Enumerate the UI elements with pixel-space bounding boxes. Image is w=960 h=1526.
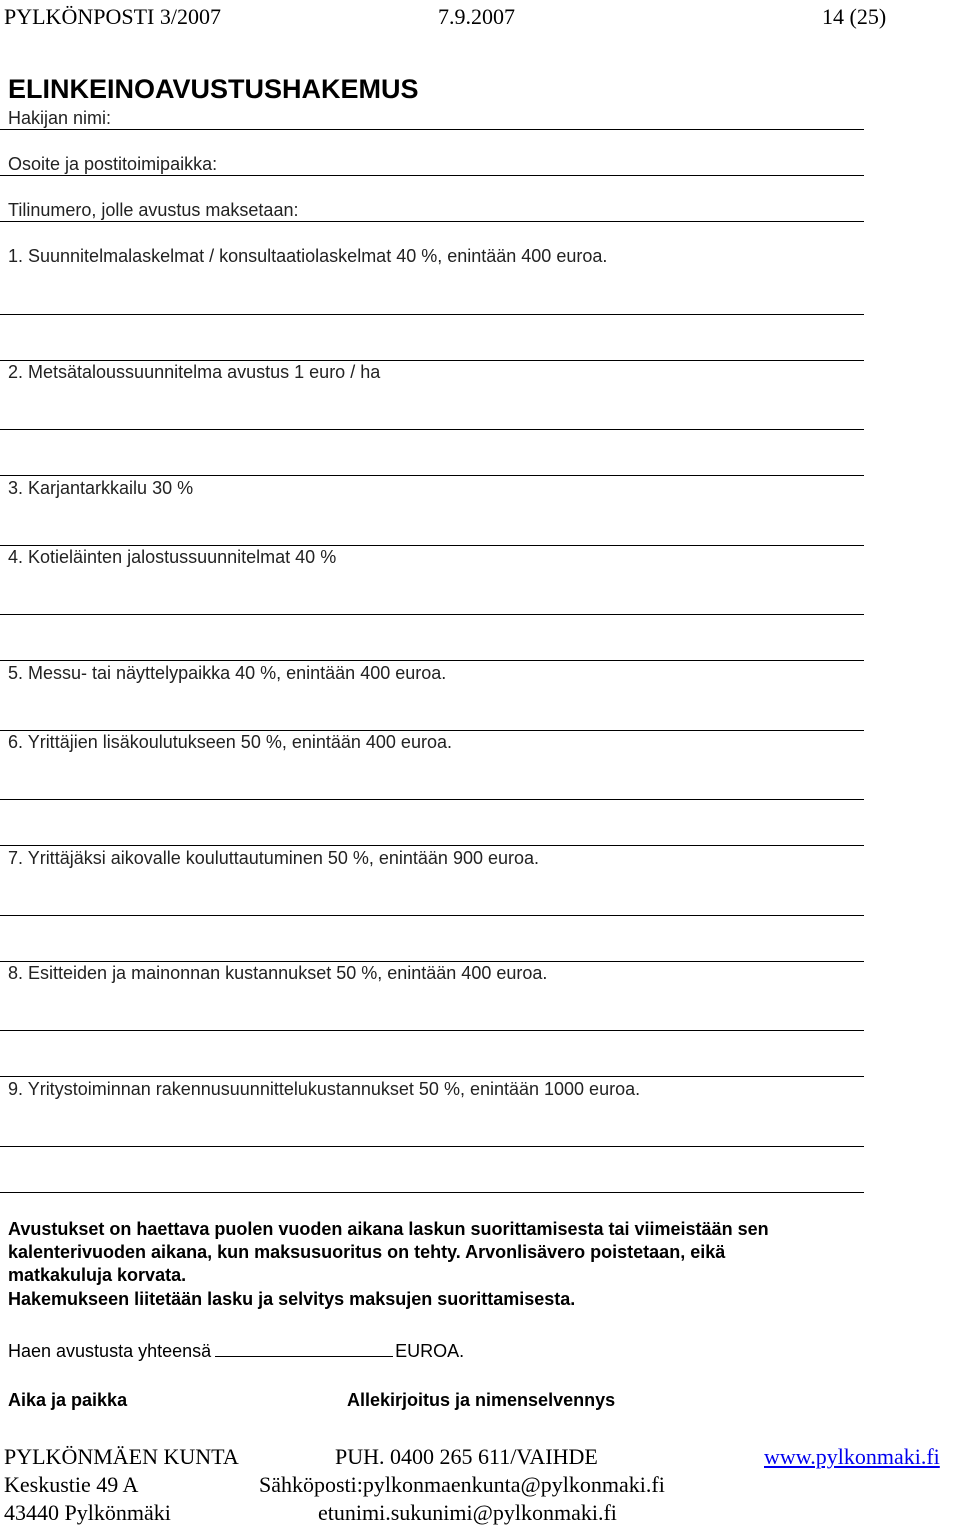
address-label: Osoite ja postitoimipaikka: [8,154,218,174]
item-6-label: 6. Yrittäjien lisäkoulutukseen 50 %, enintään 400 euroa. [8,732,452,752]
account-label: Tilinumero, jolle avustus maksetaan: [8,200,299,220]
footer-website-link[interactable]: www.pylkonmaki.fi [764,1444,940,1469]
item-6-line[interactable] [0,845,864,846]
notice-line: Avustukset on haettava puolen vuoden aikana laskun suorittamisesta tai viimeistään sen [8,1219,769,1239]
item-7-line[interactable] [0,961,864,962]
item-9-line[interactable] [0,1192,864,1193]
item-2-label: 2. Metsätaloussuunnitelma avustus 1 euro / ha [8,362,381,382]
notice-line: Hakemukseen liitetään lasku ja selvitys maksujen suorittamisesta. [8,1289,576,1309]
item-1-line[interactable] [0,360,864,361]
footer-org: PYLKÖNMÄEN KUNTA [4,1444,239,1469]
item-8-line[interactable] [0,1076,864,1077]
total-amount-row [8,1338,464,1362]
footer-postal: 43440 Pylkönmäki [4,1500,171,1525]
item-5-line[interactable] [0,730,864,731]
item-4-line[interactable] [0,614,864,615]
item-7-label: 7. Yrittäjäksi aikovalle kouluttautuminen 50 %, enintään 900 euroa. [8,848,540,868]
total-amount-field[interactable] [215,1338,393,1357]
item-8-line[interactable] [0,1030,864,1031]
item-1-label: 1. Suunnitelmalaskelmat / konsultaatiolaskelmat 40 %, enintään 400 euroa. [8,246,608,266]
item-2-line[interactable] [0,475,864,476]
item-9-line[interactable] [0,1146,864,1147]
item-1-line[interactable] [0,314,864,315]
page-number: 14 (25) [822,4,887,29]
footer-email-pattern: etunimi.sukunimi@pylkonmaki.fi [318,1500,617,1525]
signature-label: Allekirjoitus ja nimenselvennys [347,1390,616,1410]
item-2-line[interactable] [0,429,864,430]
item-8-label: 8. Esitteiden ja mainonnan kustannukset 50 %, enintään 400 euroa. [8,963,548,983]
applicant-name-line[interactable] [0,129,864,130]
form-title: ELINKEINOAVUSTUSHAKEMUS [8,74,419,104]
date-place-label: Aika ja paikka [8,1390,128,1410]
item-5-label: 5. Messu- tai näyttelypaikka 40 %, enintään 400 euroa. [8,663,447,683]
item-3-label: 3. Karjantarkkailu 30 % [8,478,194,498]
item-6-line[interactable] [0,799,864,800]
publication-date: 7.9.2007 [438,4,515,29]
item-9-label: 9. Yritystoiminnan rakennusuunnittelukustannukset 50 %, enintään 1000 euroa. [8,1079,641,1099]
publication-name: PYLKÖNPOSTI 3/2007 [4,4,221,29]
item-7-line[interactable] [0,915,864,916]
total-amount-label: Haen avustusta yhteensä [8,1341,212,1361]
account-line[interactable] [0,221,864,222]
item-3-line[interactable] [0,545,864,546]
footer-phone: PUH. 0400 265 611/VAIHDE [335,1444,598,1469]
notice-line: matkakuluja korvata. [8,1265,187,1285]
footer-email: Sähköposti:pylkonmaenkunta@pylkonmaki.fi [259,1472,665,1497]
item-4-line[interactable] [0,660,864,661]
footer-street: Keskustie 49 A [4,1472,139,1497]
item-4-label: 4. Kotieläinten jalostussuunnitelmat 40 % [8,547,337,567]
applicant-name-label: Hakijan nimi: [8,108,112,128]
total-amount-unit: EUROA. [395,1341,465,1361]
address-line[interactable] [0,175,864,176]
notice-line: kalenterivuoden aikana, kun maksusuoritus on tehty. Arvonlisävero poistetaan, eikä [8,1242,726,1262]
